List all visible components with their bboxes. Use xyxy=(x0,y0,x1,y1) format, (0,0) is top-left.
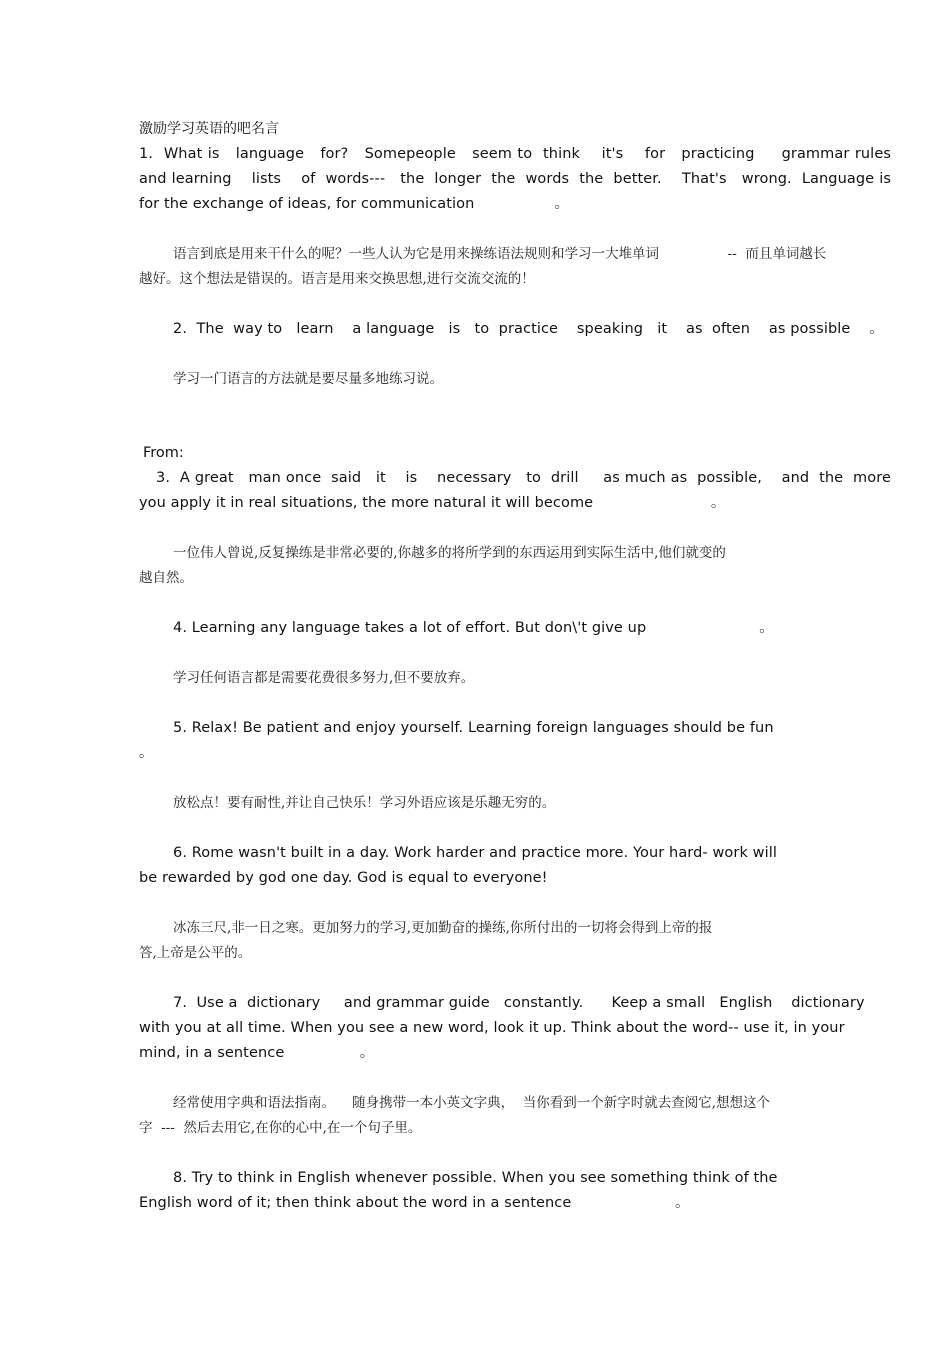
spacer xyxy=(139,591,891,616)
spacer xyxy=(139,816,891,841)
spacer xyxy=(139,1066,891,1091)
quote-3-chinese: 一位伟人曾说,反复操练是非常必要的,你越多的将所学到的东西运用到实际生活中,他们就变的越自然。 xyxy=(139,545,726,586)
spacer xyxy=(139,766,891,791)
quote-7-english: 7. Use a dictionary and grammar guide constantly. Keep a small English dictionary with you at all time. When you see a new word, look it up. Think about the word-- use it, in your mind, in a sentence 。 xyxy=(139,995,870,1061)
quote-1-chinese: 语言到底是用来干什么的呢？一些人认为它是用来操练语法规则和学习一大堆单词 -- 而且单词越长越好。这个想法是错误的。语言是用来交换思想,进行交流交流的！ xyxy=(139,246,827,287)
spacer xyxy=(139,342,891,367)
spacer xyxy=(139,691,891,716)
spacer xyxy=(139,217,891,242)
quote-3-english: 3. A great man once said it is necessary to drill as much as possible, and the more you apply it in real situations, the more natural it will become 。 xyxy=(139,470,896,511)
document-title: 激励学习英语的吧名言 xyxy=(139,121,279,137)
from-label: From: xyxy=(143,445,184,461)
quote-7-chinese: 经常使用字典和语法指南。 随身携带一本小英文字典， 当你看到一个新字时就去查阅它,想想这个字 --- 然后去用它,在你的心中,在一个句子里。 xyxy=(139,1095,771,1136)
spacer xyxy=(139,292,891,317)
document-page xyxy=(139,118,896,1216)
spacer xyxy=(139,1141,891,1166)
spacer xyxy=(139,392,891,441)
spacer xyxy=(139,966,891,991)
quote-5-chinese: 放松点！要有耐性,并让自己快乐！学习外语应该是乐趣无穷的。 xyxy=(173,795,556,811)
quote-2-chinese: 学习一门语言的方法就是要尽量多地练习说。 xyxy=(173,371,443,387)
quote-1-english: 1. What is language for? Somepeople seem to think it's for practicing grammar rules and learning lists of words--- the longer the words the better. That's wrong. Language is for the exchange of ideas, for communication 。 xyxy=(139,146,896,212)
quote-5-english: 5. Relax! Be patient and enjoy yourself. Learning foreign languages should be fun 。 xyxy=(139,720,774,761)
quote-6-chinese: 冰冻三尺,非一日之寒。更加努力的学习,更加勤奋的操练,你所付出的一切将会得到上帝的报答,上帝是公平的。 xyxy=(139,920,713,961)
spacer xyxy=(139,641,891,666)
spacer xyxy=(139,891,891,916)
quote-2-english: 2. The way to learn a language is to practice speaking it as often as possible 。 xyxy=(173,321,884,337)
quote-4-english: 4. Learning any language takes a lot of effort. But don\'t give up 。 xyxy=(173,620,774,636)
quote-8-english: 8. Try to think in English whenever possible. When you see something think of the English word of it; then think about the word in a sentence 。 xyxy=(139,1170,783,1211)
quote-4-chinese: 学习任何语言都是需要花费很多努力,但不要放弃。 xyxy=(173,670,475,686)
quote-6-english: 6. Rome wasn't built in a day. Work harder and practice more. Your hard- work will be rewarded by god one day. God is equal to everyone! xyxy=(139,845,777,886)
spacer xyxy=(139,516,891,541)
